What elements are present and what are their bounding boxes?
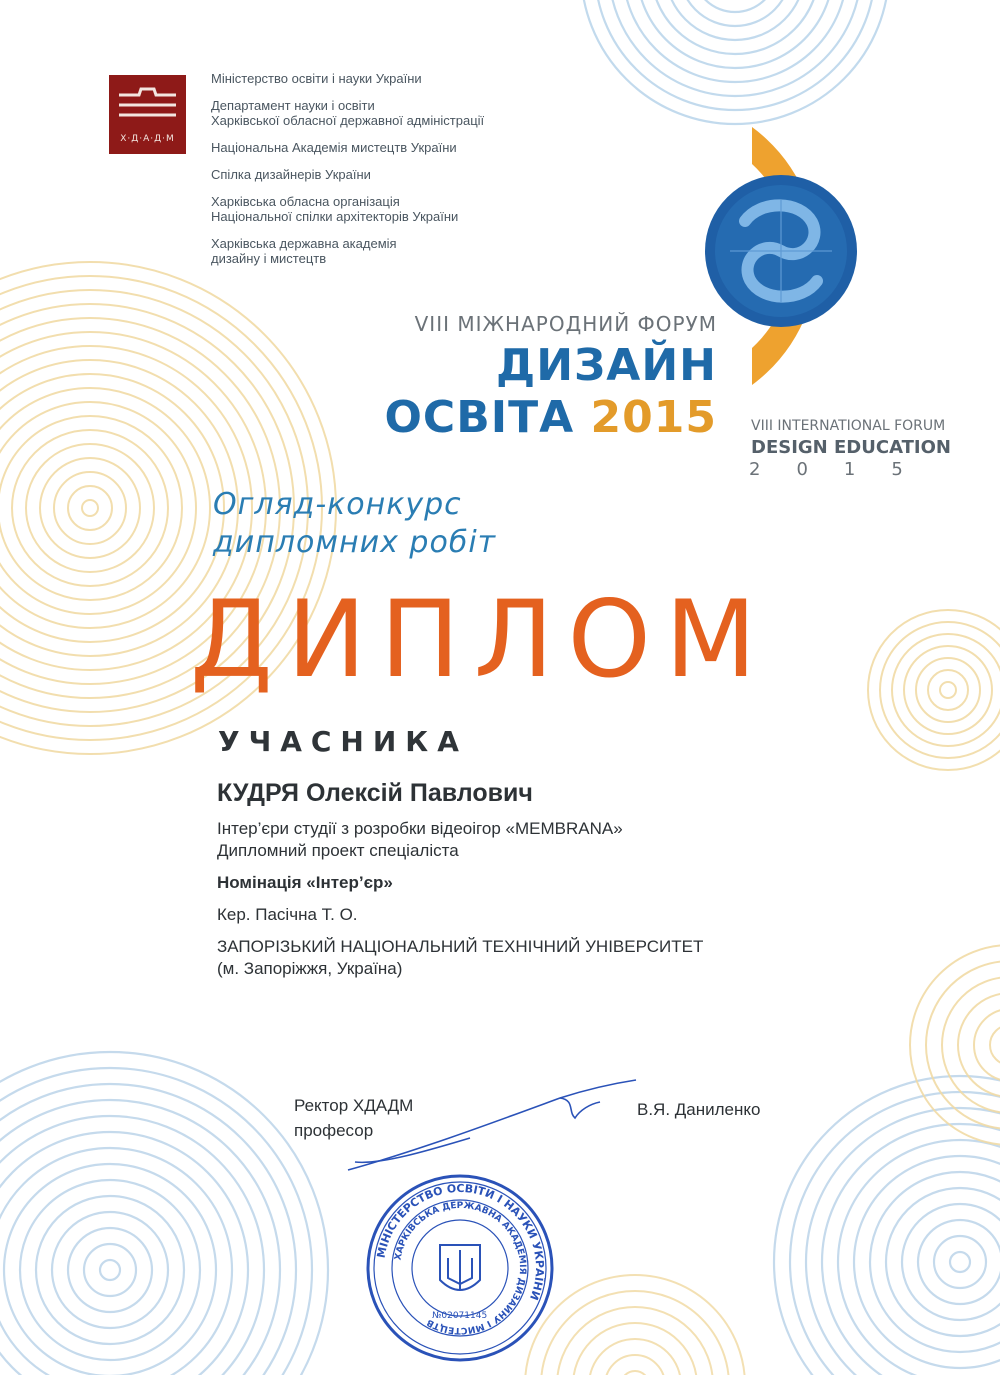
project-type: Дипломний проект спеціаліста [217,841,459,860]
organization-item [211,167,531,182]
forum-emblem [705,127,857,385]
stamp-number: №02071145 [432,1311,488,1321]
recipient-name: КУДРЯ Олексій Павлович [217,779,533,807]
organization-line: Національної спілки архітекторів України [211,209,459,224]
bottom-center-rings [525,1275,745,1375]
organization-line: Міністерство освіти і науки України [211,71,422,86]
forum-name-word: ОСВІТА [384,392,575,443]
organization-line: Харківської обласної державної адміністрації [211,113,485,128]
forum-title-ua: VIII МІЖНАРОДНИЙ ФОРУМ [414,312,717,336]
organization-item [211,194,531,224]
organization-line: Департамент науки і освіти [211,98,375,113]
signatory-name: В.Я. Даниленко [637,1100,761,1119]
competition-subtitle-line1: Огляд-конкурс [213,487,462,522]
organization-item [211,140,531,155]
project-title: Інтер’єри студії з розробки відеоігор «MEMBRANA» [217,819,623,838]
organization-line: Спілка дизайнерів України [211,167,371,182]
right-lower-rings [910,945,1000,1145]
signatory-position-line2: професор [294,1121,374,1140]
stamp-outer-text: МІНІСТЕРСТВО ОСВІТИ І НАУКИ УКРАЇНИ [374,1181,547,1302]
organization-line: Харківська державна академія [211,236,397,251]
organization-line: дизайну і мистецтв [211,251,327,266]
organization-line: Національна Академія мистецтв України [211,140,457,155]
university: ЗАПОРІЗЬКИЙ НАЦІОНАЛЬНИЙ ТЕХНІЧНИЙ УНІВЕРСИТЕТ [217,937,704,956]
diploma-subtitle: УЧАСНИКА [218,725,468,758]
forum-year-en: 2015 [749,459,939,480]
stamp [368,1176,552,1360]
academy-logo-text: Х·Д·А·Д·М [120,134,175,144]
forum-name-line1: ДИЗАЙН [496,340,717,391]
recipient-details [217,779,777,980]
organization-item [211,236,531,266]
forum-title-en: VIII INTERNATIONAL FORUM [751,418,946,434]
organizations-list [211,71,531,278]
competition-subtitle [213,486,496,562]
stamp-inner-text: ХАРКІВСЬКА ДЕРЖАВНА АКАДЕМІЯ ДИЗАЙНУ І МИСТЕЦТВ [393,1200,528,1336]
university-city: (м. Запоріжжя, Україна) [217,959,403,978]
competition-subtitle-line2: дипломних робіт [213,525,497,560]
bottom-right-rings [774,1076,1000,1375]
nomination: Номінація «Інтер’єр» [217,873,393,892]
organization-line: Харківська обласна організація [211,194,400,209]
top-right-rings [581,0,889,124]
forum-name-line2 [385,392,717,443]
organization-item [211,71,531,86]
organization-item [211,98,531,128]
academy-logo [109,75,186,154]
signatory-position [294,1093,413,1143]
forum-name-en: DESIGN EDUCATION [751,437,951,458]
supervisor: Кер. Пасічна Т. О. [217,905,358,924]
diploma-title: ДИПЛОМ [190,578,771,701]
bottom-left-rings [0,1052,328,1375]
forum-year: 2015 [590,392,717,443]
right-middle-rings [868,610,1000,770]
signatory-position-line1: Ректор ХДАДМ [294,1096,414,1115]
